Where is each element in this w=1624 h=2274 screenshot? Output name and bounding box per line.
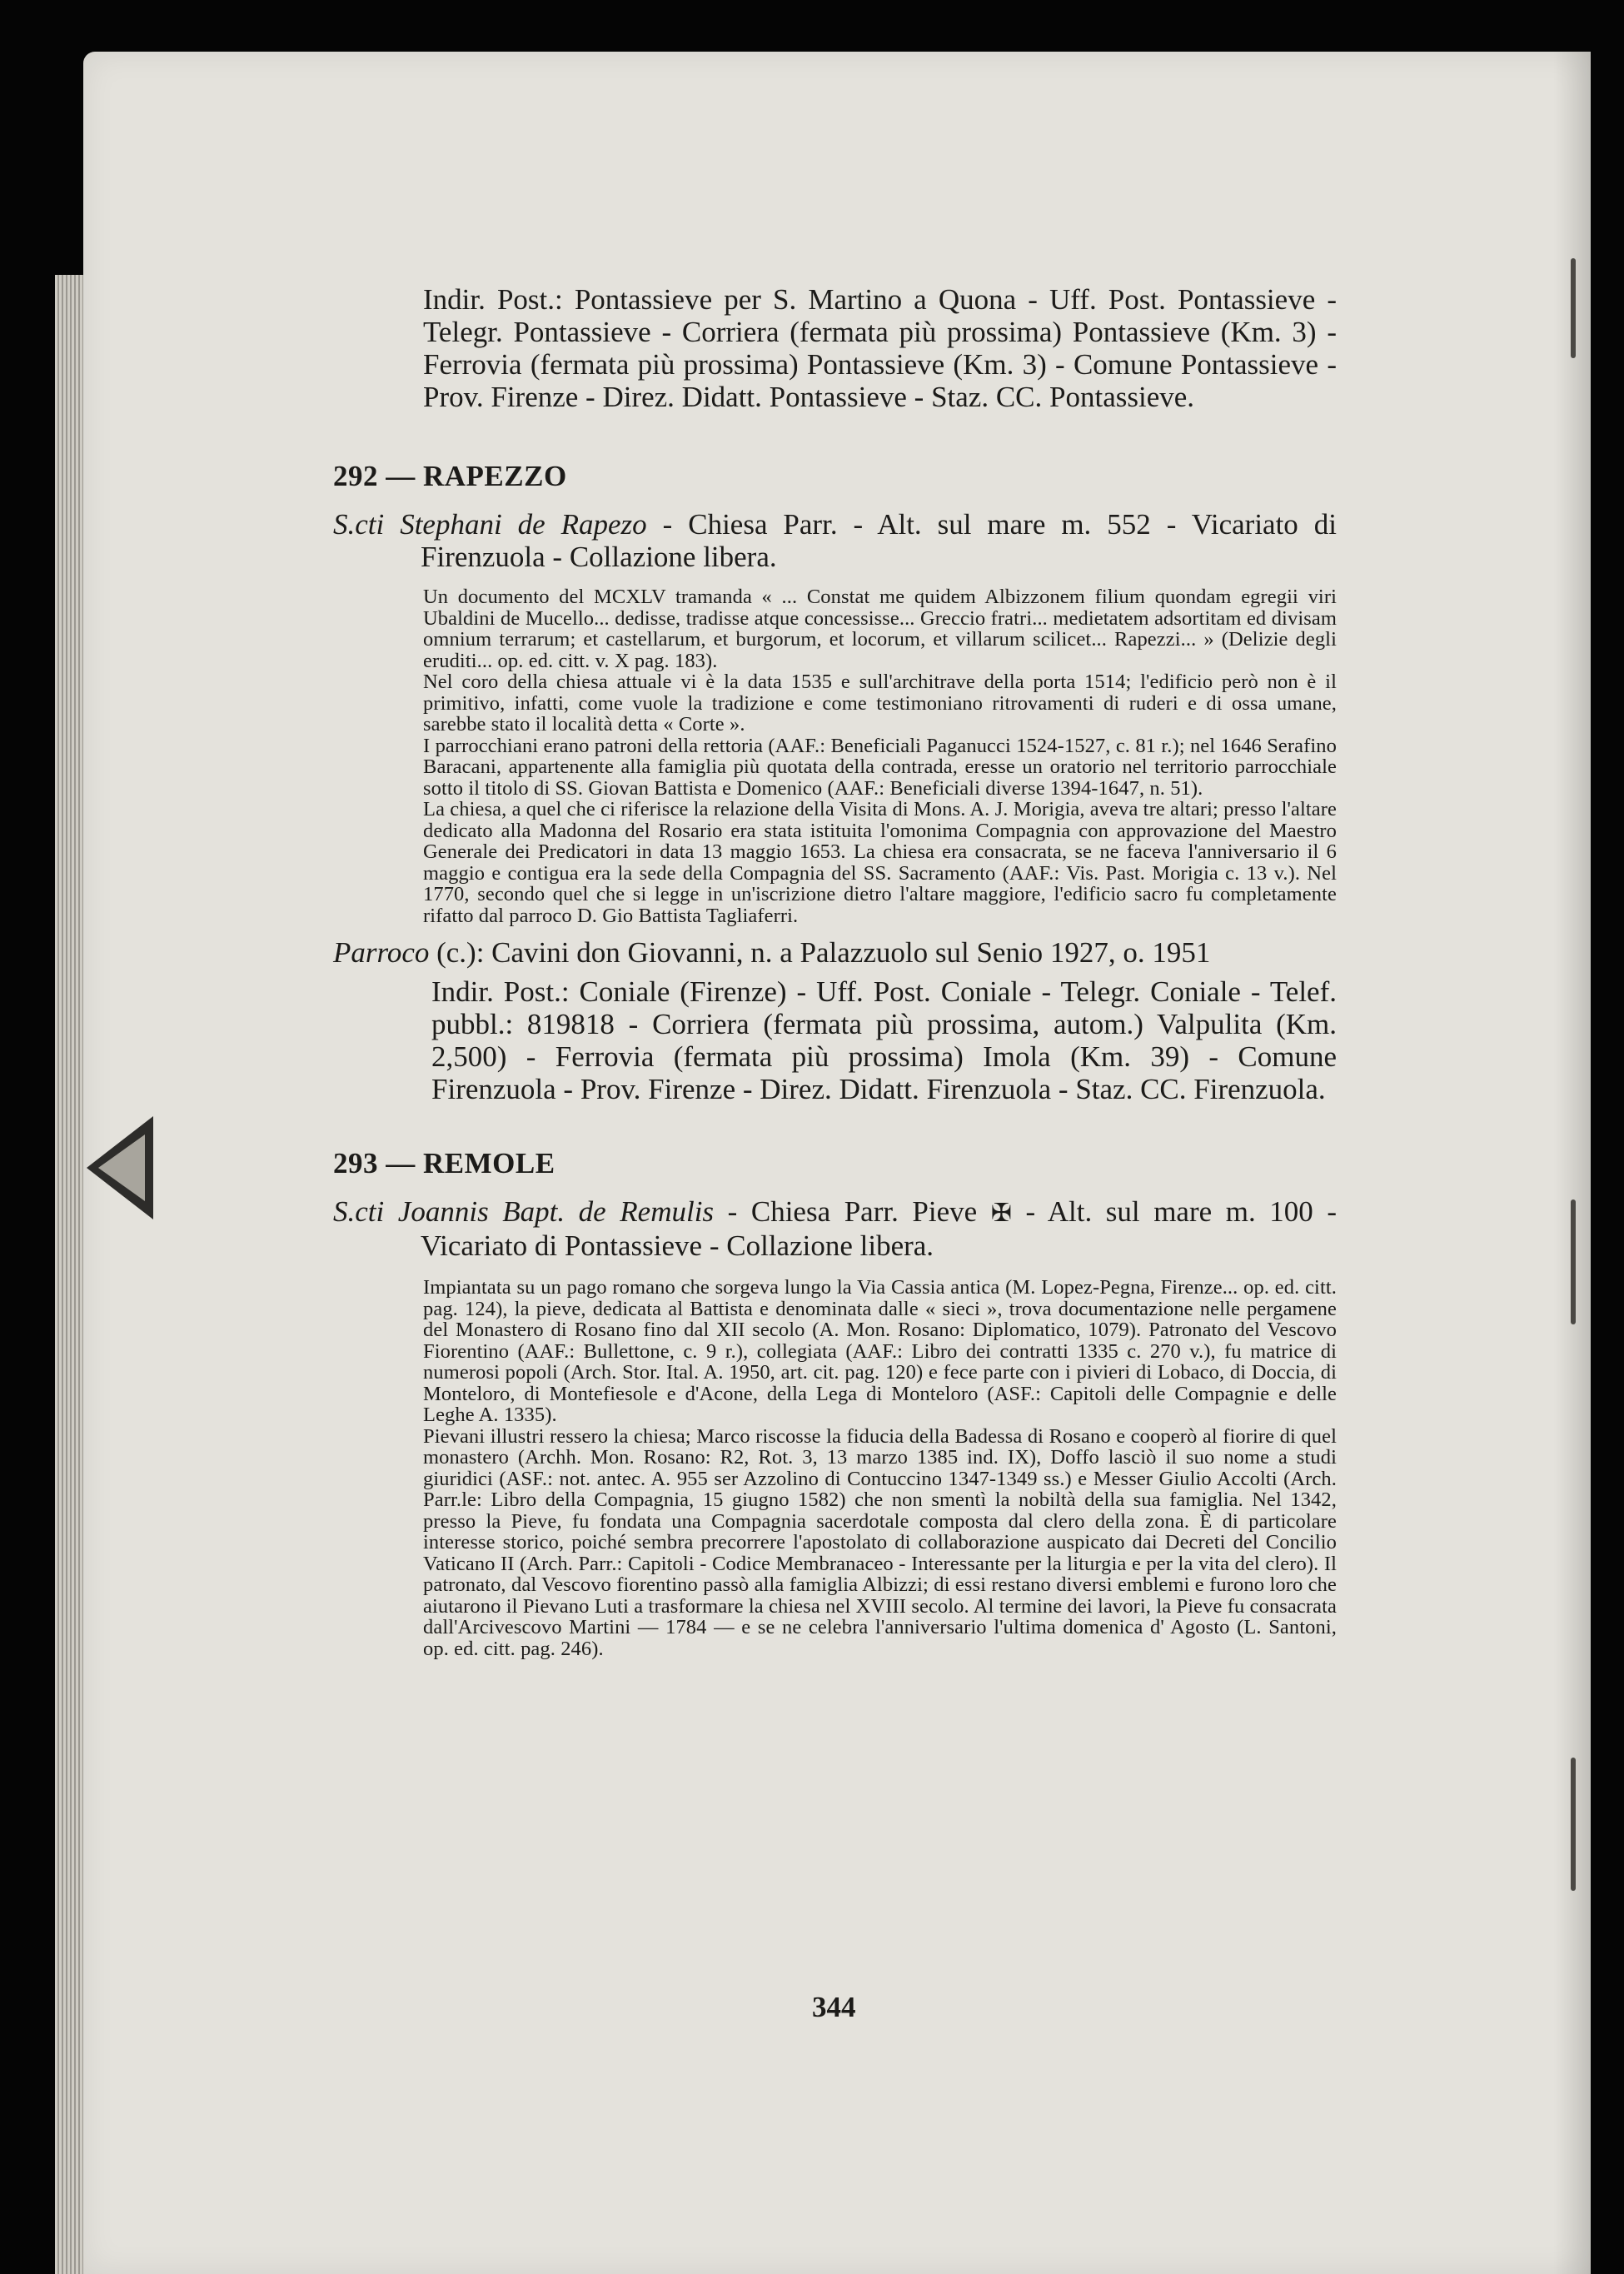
history-paragraph: Impiantata su un pago romano che sorgeva lungo la Via Cassia antica (M. Lopez-Pegna, Firenze... op. ed. citt. pag. 124), la pieve, dedicata al Battista e denominata dalle « sieci », trova documentazione nelle pergamene del Monastero di Rosano fino dal XII secolo (A. Mon. Rosano: Diplomatico, 1079). Patronato del Vescovo Fiorentino (AAF.: Bullettone, c. 9 r.), collegiata (AAF.: Libro dei contratti 1335 c. 270 v.), fu matrice di numerosi popoli (Arch. Stor. Ital. A. 1950, art. cit. pag. 120) e fece parte con i pivieri di Lobaco, di Doccia, di Monteloro, di Montefiesole e d'Acone, della Lega di Monteloro (ASF.: Capitoli delle Compagnie e delle Leghe A. 1335). [423,1276,1337,1426]
entry-address: Indir. Post.: Coniale (Firenze) - Uff. Post. Coniale - Telegr. Coniale - Telef. pubbl.: 819818 - Corriera (fermata più prossima, autom.) Valpulita (Km. 2,500) - Ferrovia (fermata più prossima) Imola (Km. 39) - Comune Firenzuola - Prov. Firenze - Direz. Didatt. Firenzuola - Staz. CC. Firenzuola. [431,975,1337,1105]
entry-heading: 292 — RAPEZZO [333,460,567,492]
church-history [333,586,1337,926]
church-name: S.cti Stephani de Rapezo [333,508,647,541]
intro-address: Indir. Post.: Pontassieve per S. Martino a Quona - Uff. Post. Pontassieve - Telegr. Pontassieve - Corriera (fermata più prossima) Pontassieve (Km. 3) - Ferrovia (fermata più prossima) Pontassieve (Km. 3) - Comune Pontassieve - Prov. Firenze - Direz. Didatt. Pontassieve - Staz. CC. Pontassieve. [423,283,1337,413]
church-line [333,508,1337,573]
page-shadow [1553,52,1591,2274]
entry-292 [333,460,1337,1105]
church-info: - Alt. sul mare m. 100 - Vicariato di Pontassieve - Collazione libera. [421,1195,1338,1262]
binding-stitch [1571,258,1576,358]
index-tab-inner [98,1135,145,1201]
church-history [333,1277,1337,1659]
church-name: S.cti Joannis Bapt. de Remulis [333,1195,715,1228]
history-paragraph: Nel coro della chiesa attuale vi è la data 1535 e sull'architrave della porta 1514; l'edificio però non è il primitivo, infatti, come vuole la tradizione e come testimoniano ritrovamenti di ruderi e di ossa umane, sarebbe stato il località detta « Corte ». [423,671,1337,736]
history-paragraph: I parrocchiani erano patroni della rettoria (AAF.: Beneficiali Paganucci 1524-1527, c. 81 r.); nel 1646 Serafino Baracani, appartenente alla famiglia più quotata della contrada, eresse un oratorio nel territorio parrocchiale sotto il titolo di SS. Giovan Battista e Domenico (AAF.: Beneficiali diverse 1394-1647, n. 51). [423,734,1337,800]
history-paragraph: La chiesa, a quel che ci riferisce la relazione della Visita di Mons. A. J. Morigia, aveva tre altari; presso l'altare dedicato alla Madonna del Rosario era stata istituita l'omonima Compagnia con approvazione del Maestro Generale dei Predicatori in data 13 maggio 1653. La chiesa era consacrata, se ne faceva l'anniversario il 6 maggio e contigua era la sede della Compagnia del SS. Sacramento (AAF.: Vis. Past. Morigia c. 13 v.). Nel 1770, secondo quel che si legge in un'iscrizione dietro l'altare maggiore, l'edificio sacro fu completamente rifatto dal parroco D. Gio Battista Tagliaferri. [423,798,1337,927]
parroco-label: Parroco [333,936,430,969]
church-info: - Chiesa Parr. Pieve [714,1195,991,1228]
church-line [333,1195,1337,1262]
page-content [333,283,1337,1659]
parroco-line [333,936,1337,969]
entry-293 [333,1147,1337,1659]
page-number: 344 [812,1991,856,2023]
entry-heading: 293 — REMOLE [333,1147,555,1179]
parroco-text: (c.): Cavini don Giovanni, n. a Palazzuolo sul Senio 1927, o. 1951 [429,936,1211,969]
history-paragraph: Un documento del MCXLV tramanda « ... Constat me quidem Albizzonem filium quondam egregii viri Ubaldini de Mucello... dedisse, tradisse atque concessisse... Greccio fratri... medietatem adsortitam ed divisam omnium terrarum; et castellarum, et burgorum, et locorum, et villarum scilicet... Rapezzi... » (Delizie degli eruditi... op. ed. citt. v. X pag. 183). [423,586,1337,672]
maltese-cross-icon: ✠ [990,1199,1012,1228]
binding-stitch [1571,1199,1576,1324]
binding-stitch [1571,1758,1576,1891]
church-info: - Chiesa Parr. - Alt. sul mare m. 552 - Vicariato di Firenzuola - Collazione libera. [421,508,1337,573]
history-paragraph: Pievani illustri ressero la chiesa; Marco riscosse la fiducia della Badessa di Rosano e cooperò al fiorire di quel monastero (Archh. Mon. Rosano: R2, Rot. 3, 13 marzo 1385 ind. IX), Doffo lasciò il suo nome a studi giuridici (ASF.: not. antec. A. 955 ser Azzolino di Contuccino 1347-1349 ss.) e Messer Giulio Accolti (Arch. Parr.le: Libro della Compagnia, 15 giugno 1582) che non smentì la nobiltà della sua famiglia. Nel 1342, presso la Pieve, fu fondata una Compagnia sacerdotale composta dal clero della zona. È di particolare interesse storico, poiché sembra precorrere l'apostolato di collaborazione auspicato dai Decreti del Concilio Vaticano II (Arch. Parr.: Capitoli - Codice Membranaceo - Interessante per la liturgia e per la vita del clero). Il patronato, dal Vescovo fiorentino passò alla famiglia Albizzi; di essi restano diversi emblemi e furono loro che aiutarono il Pievano Luti a trasformare la chiesa nel XVIII secolo. Al termine dei lavori, la Pieve fu consacrata dall'Arcivescovo Martini — 1784 — e se ne celebra l'anniversario l'ultima domenica d' Agosto (L. Santoni, op. ed. citt. pag. 246). [423,1424,1337,1660]
